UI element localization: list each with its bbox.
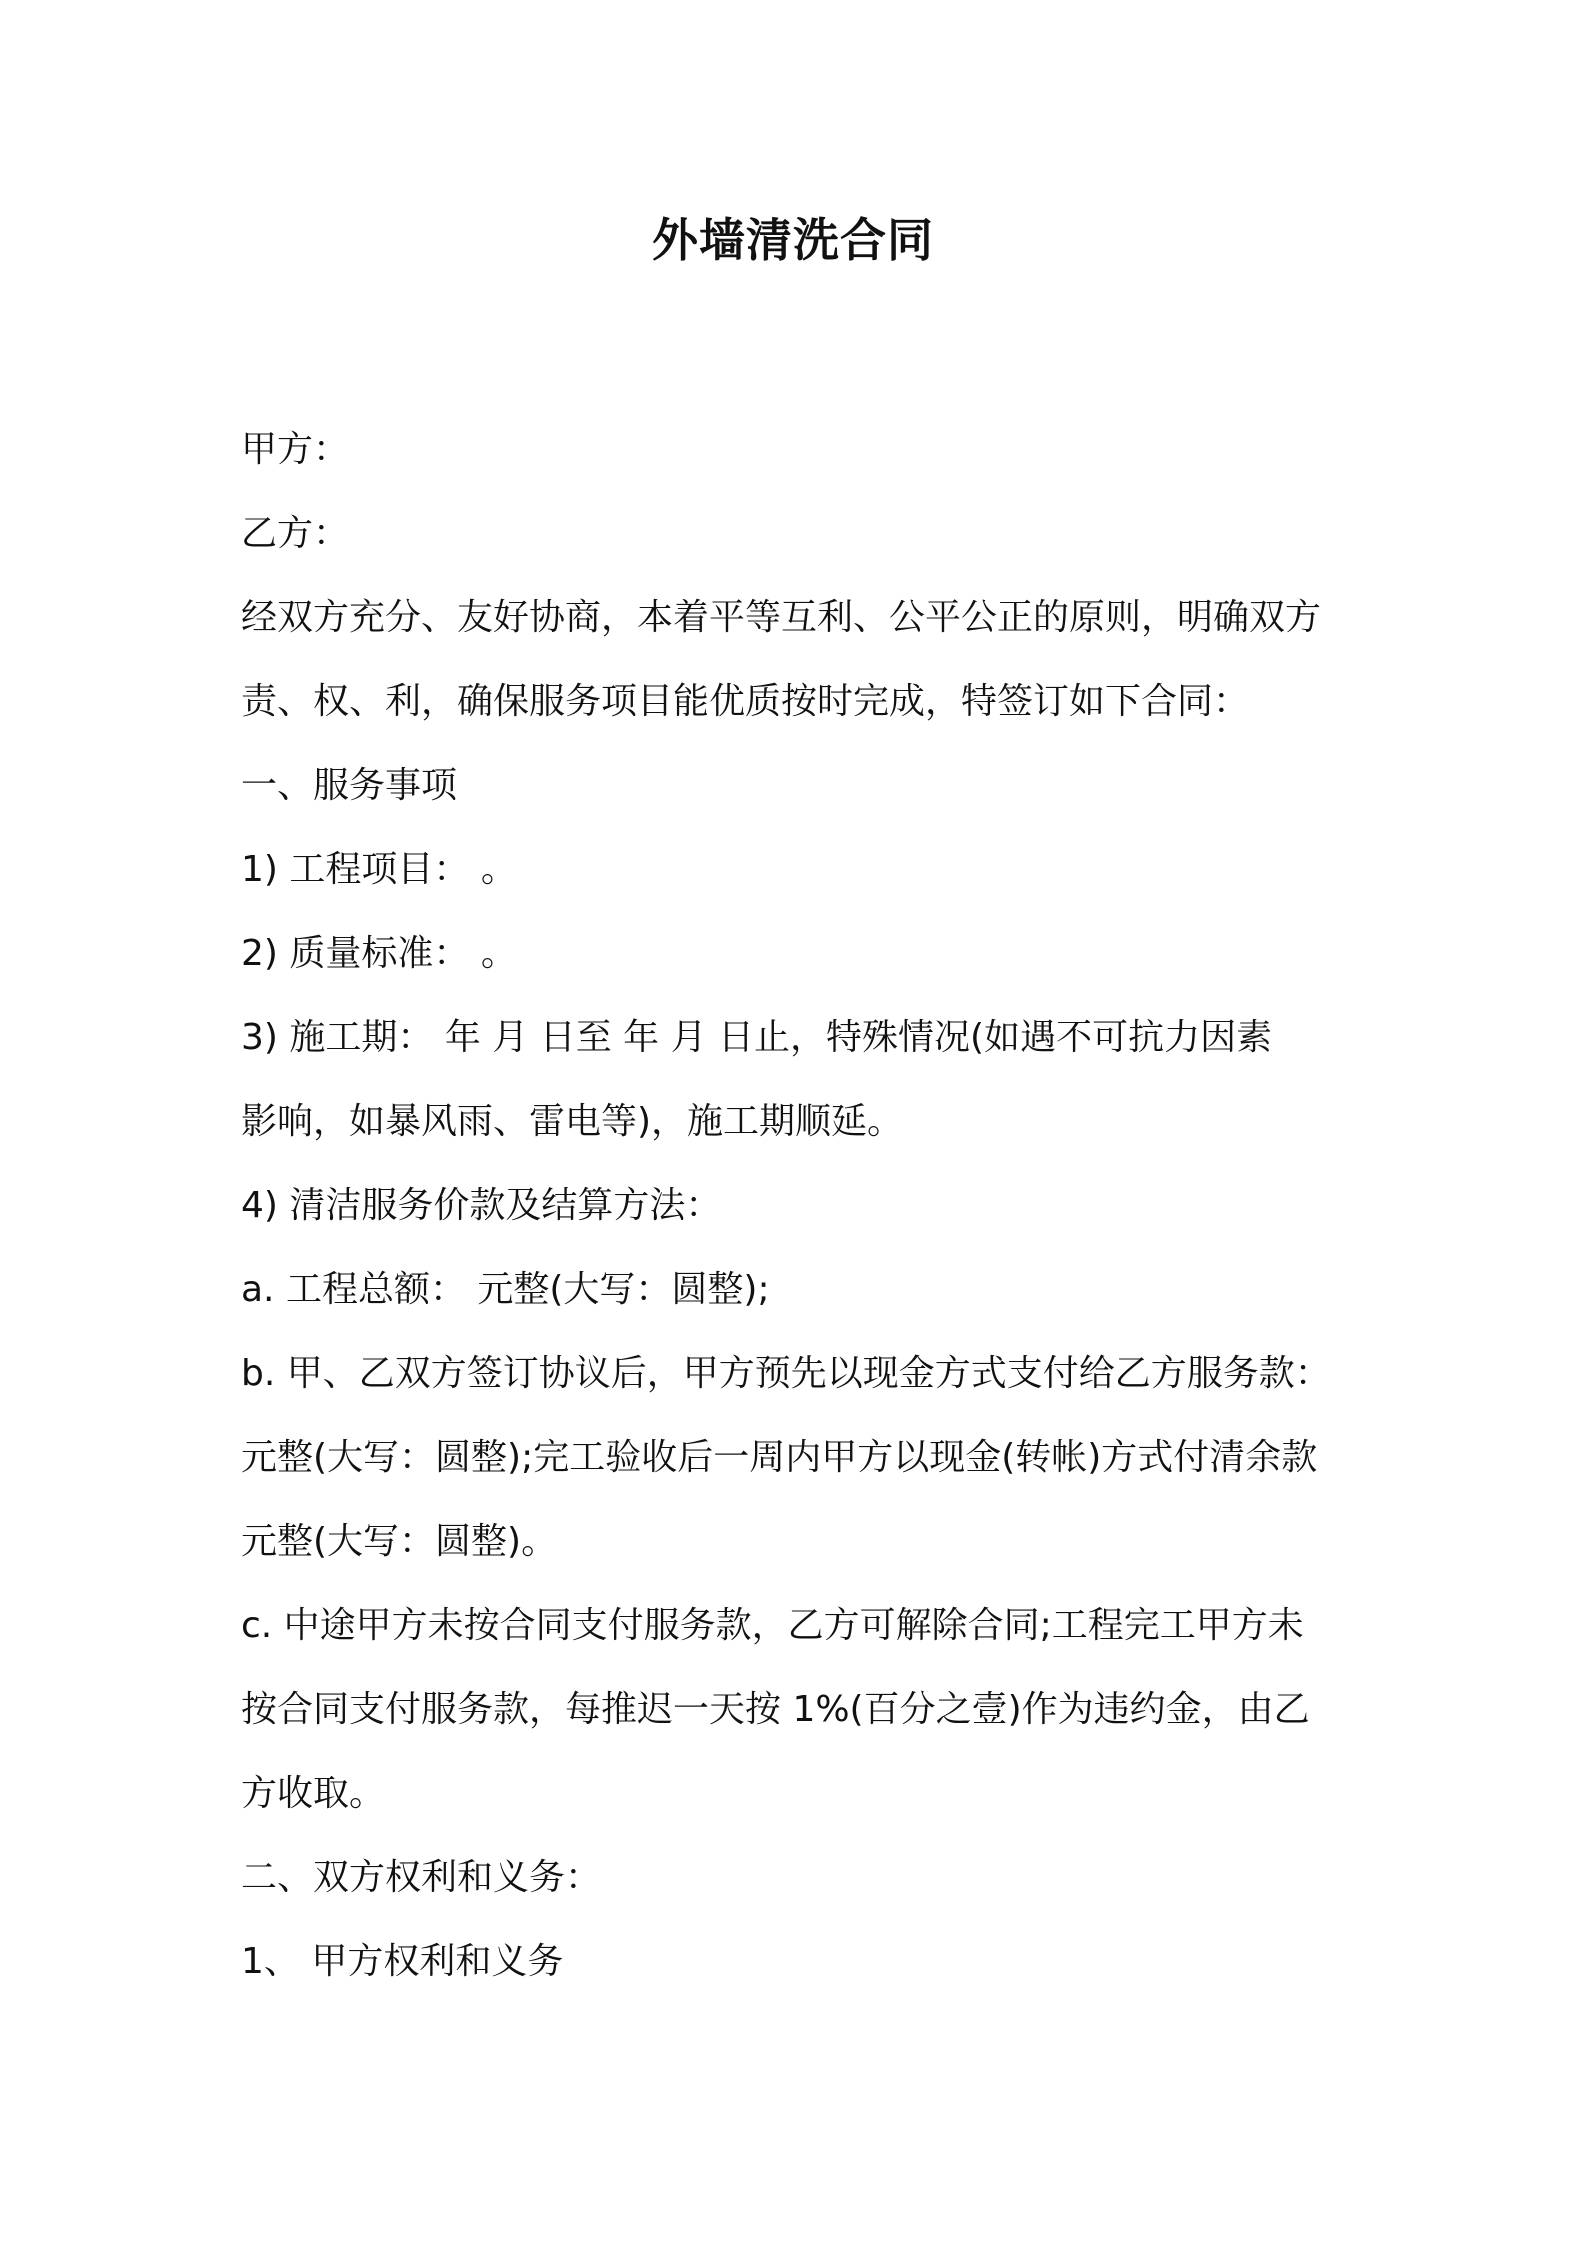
payment-clause-line: a. 工程总额： 元整(大写：圆整); xyxy=(241,1269,770,1310)
payment-clause-line: 元整(大写：圆整);完工验收后一周内甲方以现金(转帐)方式付清余款 xyxy=(241,1437,1318,1478)
clause-line: 4) 清洁服务价款及结算方法： xyxy=(241,1185,722,1226)
payment-clause-line: 元整(大写：圆整)。 xyxy=(241,1521,558,1562)
party-b-line: 乙方： xyxy=(241,513,350,554)
clause-line: 影响，如暴风雨、雷电等)，施工期顺延。 xyxy=(241,1101,904,1142)
preamble-line: 责、权、利，确保服务项目能优质按时完成，特签订如下合同： xyxy=(241,681,1250,722)
clause-line: 1) 工程项目： 。 xyxy=(241,849,517,890)
party-a-line: 甲方： xyxy=(241,429,350,470)
section-heading-rights: 二、双方权利和义务： xyxy=(241,1857,602,1898)
payment-clause-line: c. 中途甲方未按合同支付服务款，乙方可解除合同;工程完工甲方未 xyxy=(241,1605,1304,1646)
payment-clause-line: b. 甲、乙双方签订协议后，甲方预先以现金方式支付给乙方服务款： xyxy=(241,1353,1331,1394)
subsection-heading: 1、 甲方权利和义务 xyxy=(241,1941,564,1982)
document-title: 外墙清洗合同 xyxy=(652,213,934,267)
document-body xyxy=(241,408,1361,2004)
preamble-line: 经双方充分、友好协商，本着平等互利、公平公正的原则，明确双方 xyxy=(241,597,1322,638)
payment-clause-line: 方收取。 xyxy=(241,1773,386,1814)
section-heading-services: 一、服务事项 xyxy=(241,765,458,806)
clause-line: 2) 质量标准： 。 xyxy=(241,933,517,974)
payment-clause-line: 按合同支付服务款，每推迟一天按 1%(百分之壹)作为违约金，由乙 xyxy=(241,1689,1310,1730)
clause-line: 3) 施工期： 年 月 日至 年 月 日止，特殊情况(如遇不可抗力因素 xyxy=(241,1017,1273,1058)
